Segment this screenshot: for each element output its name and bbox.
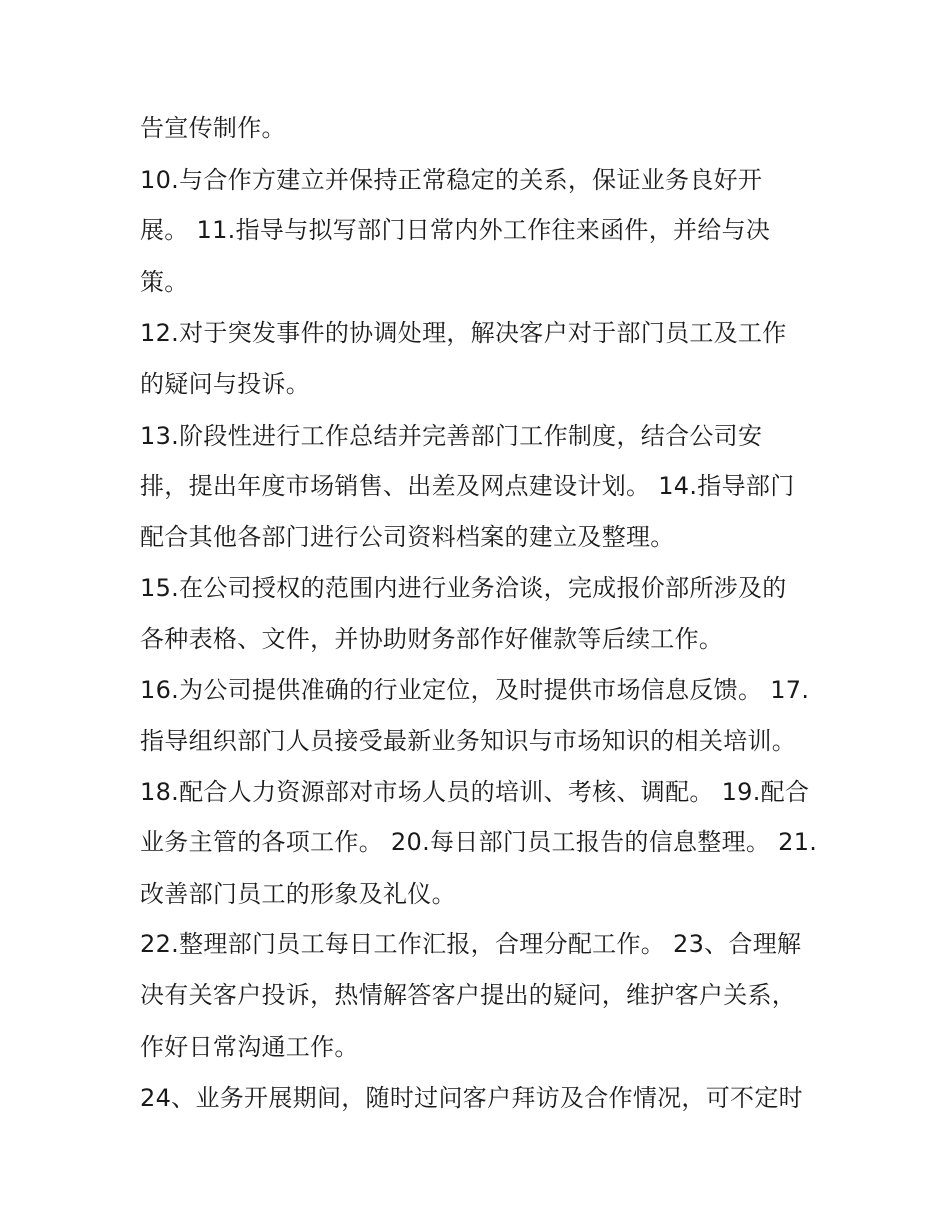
text-line-18: 决有关客户投诉，热情解答客户提出的疑问，维护客户关系， bbox=[140, 981, 797, 1009]
text-line-14: 18.配合人力资源部对市场人员的培训、考核、调配。 19.配合 bbox=[140, 778, 810, 806]
text-line-9: 配合其他各部门进行公司资料档案的建立及整理。 bbox=[140, 523, 675, 551]
text-line-13: 指导组织部门人员接受最新业务知识与市场知识的相关培训。 bbox=[140, 727, 797, 755]
text-line-15: 业务主管的各项工作。 20.每日部门员工报告的信息整理。 21. bbox=[140, 828, 818, 856]
text-line-10: 15.在公司授权的范围内进行业务洽谈，完成报价部所涉及的 bbox=[140, 574, 787, 602]
text-line-3: 展。 11.指导与拟写部门日常内外工作往来函件，并给与决 bbox=[140, 216, 771, 244]
text-line-20: 24、业务开展期间，随时过问客户拜访及合作情况，可不定时 bbox=[140, 1084, 803, 1112]
text-line-17: 22.整理部门员工每日工作汇报，合理分配工作。 23、合理解 bbox=[140, 930, 802, 958]
text-line-8: 排，提出年度市场销售、出差及网点建设计划。 14.指导部门 bbox=[140, 472, 795, 500]
text-line-12: 16.为公司提供准确的行业定位，及时提供市场信息反馈。 17. bbox=[140, 676, 810, 704]
text-line-7: 13.阶段性进行工作总结并完善部门工作制度，结合公司安 bbox=[140, 422, 763, 450]
text-line-5: 12.对于突发事件的协调处理，解决客户对于部门员工及工作 bbox=[140, 319, 787, 347]
text-line-2: 10.与合作方建立并保持正常稳定的关系，保证业务良好开 bbox=[140, 166, 763, 194]
text-line-19: 作好日常沟通工作。 bbox=[140, 1033, 359, 1061]
text-line-16: 改善部门员工的形象及礼仪。 bbox=[140, 880, 456, 908]
text-line-1: 告宣传制作。 bbox=[140, 114, 286, 142]
text-line-6: 的疑问与投诉。 bbox=[140, 370, 311, 398]
text-line-4: 策。 bbox=[140, 268, 189, 296]
text-line-11: 各种表格、文件，并协助财务部作好催款等后续工作。 bbox=[140, 625, 724, 653]
